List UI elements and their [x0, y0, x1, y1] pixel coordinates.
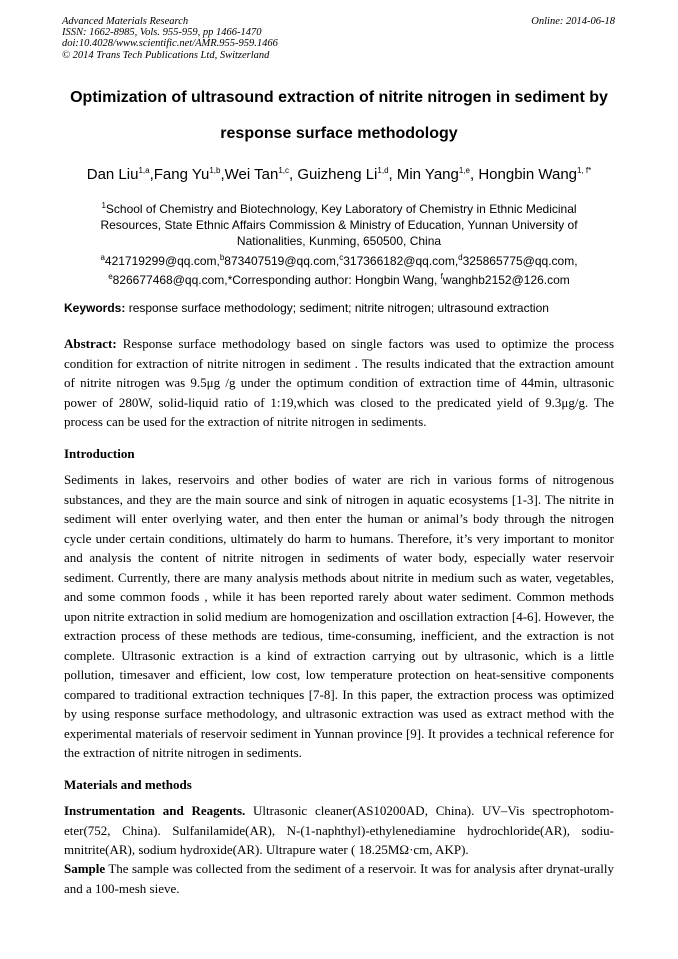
- abstract: [64, 334, 614, 432]
- paper-title-line1: Optimization of ultrasound extraction of nitrite nitrogen in sediment by: [70, 89, 608, 106]
- author-list: Dan Liu$^{1,a}$,Fang Yu$^{1,b}$,Wei Tan$^{1,c}$, Guizheng Li$^{1,d}$, Min Yang$^{1,e}$, Hongbin Wang$^{1, f*}$: [86, 166, 592, 183]
- paper-title-line2: response surface methodology: [220, 125, 458, 142]
- section-heading-materials: Materials and methods: [64, 777, 192, 792]
- author: Dan Liu$^{1,a}$: [86, 166, 150, 183]
- abstract-label: Abstract:: [64, 336, 117, 351]
- sample-text: The sample was collected from the sediment of a reservoir. It was for analysis after drynat-urally and a 100-mesh sieve.: [64, 861, 614, 896]
- journal-name: Advanced Materials Research: [62, 16, 189, 27]
- introduction-paragraph: Sediments in lakes, reservoirs and other bodies of water are rich in various forms of nitrogenous substances, and they are the main source and sink of nitrogen in aquatic ecosystems [1-3]. The nitrite in sediment will enter overlying water, and then enter the human or animal’s body through the nitrogen cycle under certain conditions, ultimately do harm to humans. Therefore, it’s very important to monitor and analysis the content of nitrite nitrogen in sediments of water body, especially water reservoir sediment. Currently, there are many analysis methods about nitrite in medium such as water, vegetables, and some common foods , while it has been reported rarely about water sediment. Common methods upon nitrite extraction in solid medium are homogenization and oscillation extraction [4-6]. However, the extraction process of these methods are tedious, time-consuming, inefficient, and the extraction is not complete. Ultrasonic extraction is a kind of extraction carrying out by ultrasonic, which is a little pollution, timesaver and efficient, low cost, low temperature protection on heat-sensitive components compared to traditional extraction techniques [7-8]. In this paper, the extraction process was optimized by using response surface methodology, and ultrasonic extraction was used as extract method with the experimental materials of reservoir sediment in Yunnan province [9]. It provides a technical reference for the extraction of nitrite nitrogen in sediments.: [64, 472, 614, 760]
- section-heading-introduction: Introduction: [64, 446, 135, 461]
- author: Hongbin Wang$^{1, f*}$: [478, 166, 592, 183]
- author: Wei Tan$^{1,c}$: [224, 166, 289, 183]
- instrumentation-paragraph: [64, 801, 614, 860]
- instrumentation-label: Instrumentation and Reagents.: [64, 803, 246, 818]
- keywords-label: Keywords:: [64, 301, 126, 315]
- affiliation: $^1$School of Chemistry and Biotechnology, Key Laboratory of Chemistry in Ethnic Medicinal Resources, State Ethnic Affairs Commission & Ministry of Education, Yunnan University of Nationalities, Kunming, 650500, China: [100, 201, 578, 248]
- sample-paragraph: [64, 859, 614, 898]
- sample-label: Sample: [64, 861, 106, 876]
- issn-line: ISSN: 1662-8985, Vols. 955-959, pp 1466-1470: [62, 27, 262, 39]
- author: Guizheng Li$^{1,d}$: [297, 166, 389, 183]
- instrumentation-text: Ultrasonic cleaner(AS10200AD, China). UV–Vis spectrophotom-eter(752, China). Sulfanilamide(AR), N-(1-naphthyl)-ethylenediamine hydrochloride(AR), sodiu-mnitrite(AR), sodium hydroxide(AR). Ultrapure water ( 18.25MΩ·cm, AKP).: [64, 803, 614, 857]
- author: Min Yang$^{1,e}$: [396, 166, 470, 183]
- abstract-text: Response surface methodology based on single factors was used to optimize the process condition for extraction of nitrite nitrogen in sediment . The results indicated that the extraction amount of nitrite nitrogen was 9.5μg /g under the optimum condition of extraction time of 44min, ultrasonic power of 280W, solid-liquid ratio of 1:19,which was closed to the predicated yield of 9.3μg/g. The process can be used for the extraction of nitrite nitrogen in sediments.: [64, 336, 614, 429]
- keywords-text: response surface methodology; sediment; nitrite nitrogen; ultrasound extraction: [128, 301, 549, 315]
- doi-line: doi:10.4028/www.scientific.net/AMR.955-959.1466: [62, 38, 278, 50]
- copyright-line: © 2014 Trans Tech Publications Ltd, Switzerland: [62, 49, 270, 61]
- online-date: Online: 2014-06-18: [531, 16, 615, 27]
- keywords: [64, 301, 618, 315]
- journal-header: [62, 16, 278, 61]
- email-block: $^a$421719299@qq.com,$^b$873407519@qq.com,$^c$317366182@qq.com,$^d$325865775@qq.com, $^e$826677468@qq.com,*Corresponding author: Hongbin Wang, $^f$wanghb2152@126.com: [100, 253, 578, 287]
- author: Fang Yu$^{1,b}$: [153, 166, 221, 183]
